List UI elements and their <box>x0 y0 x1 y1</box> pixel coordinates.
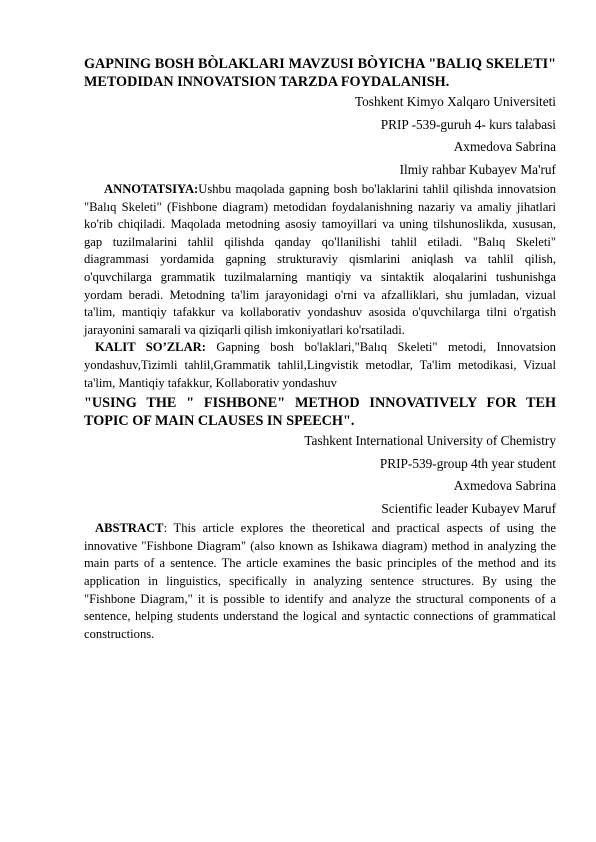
uz-title: GAPNING BOSH BÒLAKLARI MAVZUSI BÒYICHA "BALIQ SKELETI" METODIDAN INNOVATSION TARZDA FOYDALANISH. <box>84 56 556 90</box>
uz-keywords-label: KALIT SO’ZLAR: <box>95 340 206 355</box>
uz-abstract-label: ANNOTATSIYA: <box>104 182 199 196</box>
en-affiliation: Tashkent International University of Chemistry <box>304 433 556 449</box>
uz-author-block <box>84 91 556 181</box>
en-abstract-label: ABSTRACT <box>95 521 164 536</box>
en-abstract-text: : This article explores the theoretical and practical aspects of using the innovative "Fishbone Diagram" (also known as Ishikawa diagram) method in analyzing the main parts of a sentence. The article examines the basic principles of the method and its application in linguistics, specifically in analyzing sentence structures. By using the "Fishbone Diagram," it is possible to identify and analyze the structural components of a sentence, helping students understand the logical and syntactic connections of grammatical constructions. <box>84 521 556 641</box>
en-group: PRIP-539-group 4th year student <box>379 455 556 471</box>
en-author: Axmedova Sabrina <box>453 478 556 494</box>
article-page <box>84 55 556 643</box>
en-abstract <box>84 520 556 643</box>
uz-keywords-text: Gapning bosh bo'laklari,"Balıq Skeleti" metodi, Innovatsion yondashuv,Tizimli tahlil,Grammatik tahlil,Lingvistik metodlar, Ta'lim metodikasi, Vizual ta'lim, Mantiqiy tafakkur, Kollaborativ yondashuv <box>84 340 556 390</box>
uz-abstract <box>84 181 556 339</box>
en-title: "USING THE " FISHBONE" METHOD INNOVATIVELY FOR TEH TOPIC OF MAIN CLAUSES IN SPEECH". <box>84 395 556 430</box>
uz-group: PRIP -539-guruh 4- kurs talabasi <box>380 116 556 132</box>
uz-affiliation: Toshkent Kimyo Xalqaro Universiteti <box>354 94 556 109</box>
uz-supervisor: Ilmiy rahbar Kubayev Ma'ruf <box>399 161 556 177</box>
en-supervisor: Scientific leader Kubayev Maruf <box>381 500 556 516</box>
en-author-block <box>84 430 556 520</box>
uz-abstract-text: Ushbu maqolada gapning bosh bo'laklarini tahlil qilishda innovatsion "Balıq Skeleti" (Fishbone diagram) metodidan foydalanishning nazariy va amaliy jihatlari ko'rib chiqiladi. Maqolada metodning asosiy tamoyillari va uning tilshunoslikda, xususan, gap tuzilmalarini tahlil qilishda qanday qo'llanilishi tahlil etiladi. "Balıq Skeleti" diagrammasi yordamida gapning strukturaviy qismlarini aniqlash va tahlil qilish, o'quvchilarga grammatik tuzilmalarning mantiqiy va sintaktik aloqalarini tushunishga yordam beradi. Metodning ta'lim jarayonidagi o'rni va afzalliklari, shu jumladan, vizual ta'lim, mantiqiy tafakkur va kollaborativ yondashuv asosida o'quvchilarga tilni o'rgatish jarayonini samarali va qiziqarli qilish imkoniyatlari ko'rsatiladi. <box>84 182 556 337</box>
uz-author: Axmedova Sabrina <box>453 139 556 154</box>
uz-keywords <box>84 339 556 392</box>
